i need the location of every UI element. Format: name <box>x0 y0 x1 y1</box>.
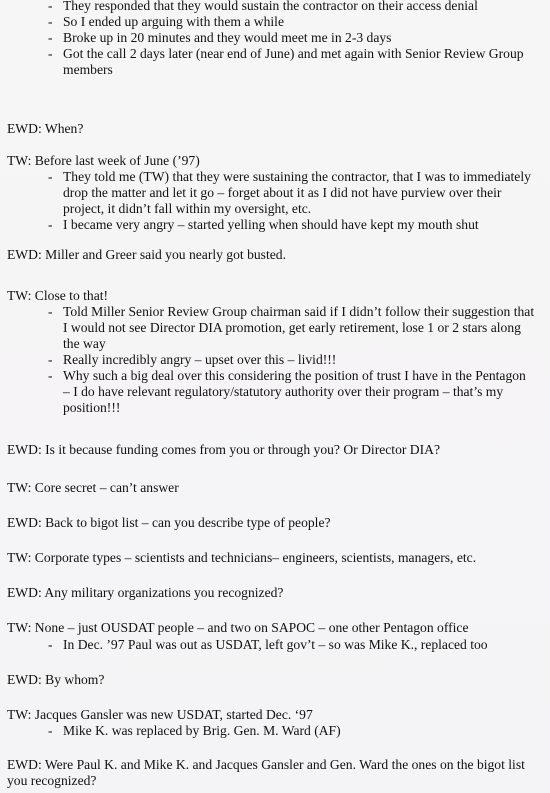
bullet-list <box>0 0 550 78</box>
dialogue-line: EWD: Is it because funding comes from you or through you? Or Director DIA? <box>7 442 440 457</box>
dialogue-line: EWD: Miller and Greer said you nearly got busted. <box>7 247 286 262</box>
bullet-item: - They told me (TW) that they were sustaining the contractor, that I was to immediately drop the matter and let it go – forget about it as I did not have purview over their project, it didn’t fall within my oversight, etc. <box>48 169 531 216</box>
dialogue-line: TW: Corporate types – scientists and technicians– engineers, scientists, managers, etc. <box>7 550 477 565</box>
dialogue-line: EWD: By whom? <box>7 672 105 687</box>
dialogue-line: TW: Before last week of June (’97) <box>7 153 200 168</box>
bullet-item: - Told Miller Senior Review Group chairman said if I didn’t follow their suggestion that I would not see Director DIA promotion, get early retirement, lose 1 or 2 stars along the way <box>48 304 535 351</box>
bullet-item: - I became very angry – started yelling when should have kept my mouth shut <box>48 217 479 232</box>
bullet-list <box>0 637 550 653</box>
bullet-item: - Got the call 2 days later (near end of June) and met again with Senior Review Group members <box>48 46 524 77</box>
bullet-list <box>0 169 550 233</box>
dialogue-line: TW: None – just OUSDAT people – and two on SAPOC – one other Pentagon office <box>7 620 469 635</box>
bullet-item: - So I ended up arguing with them a while <box>48 14 284 29</box>
dialogue-line: TW: Close to that! <box>7 288 109 303</box>
bullet-item: - Mike K. was replaced by Brig. Gen. M. Ward (AF) <box>48 723 341 738</box>
dialogue-line: TW: Jacques Gansler was new USDAT, started Dec. ‘97 <box>7 707 313 722</box>
bullet-list <box>0 723 550 739</box>
dialogue-line: EWD: Were Paul K. and Mike K. and Jacques Gansler and Gen. Ward the ones on the bigot list you recognized? <box>7 757 525 788</box>
dialogue-line: EWD: Any military organizations you recognized? <box>7 585 284 600</box>
dialogue-line: EWD: When? <box>7 121 84 136</box>
bullet-item: - Broke up in 20 minutes and they would meet me in 2-3 days <box>48 30 392 45</box>
bullet-item: - They responded that they would sustain the contractor on their access denial <box>48 0 478 13</box>
bullet-list <box>0 304 550 416</box>
bullet-item: - Really incredibly angry – upset over this – livid!!! <box>48 352 337 367</box>
dialogue-line: TW: Core secret – can’t answer <box>7 480 179 495</box>
dialogue-line: EWD: Back to bigot list – can you describe type of people? <box>7 515 331 530</box>
bullet-item: - Why such a big deal over this considering the position of trust I have in the Pentagon – I do have relevant regulatory/statutory authority over their program – that’s my position!!! <box>48 368 526 415</box>
bullet-item: - In Dec. ’97 Paul was out as USDAT, left gov’t – so was Mike K., replaced too <box>48 637 488 652</box>
